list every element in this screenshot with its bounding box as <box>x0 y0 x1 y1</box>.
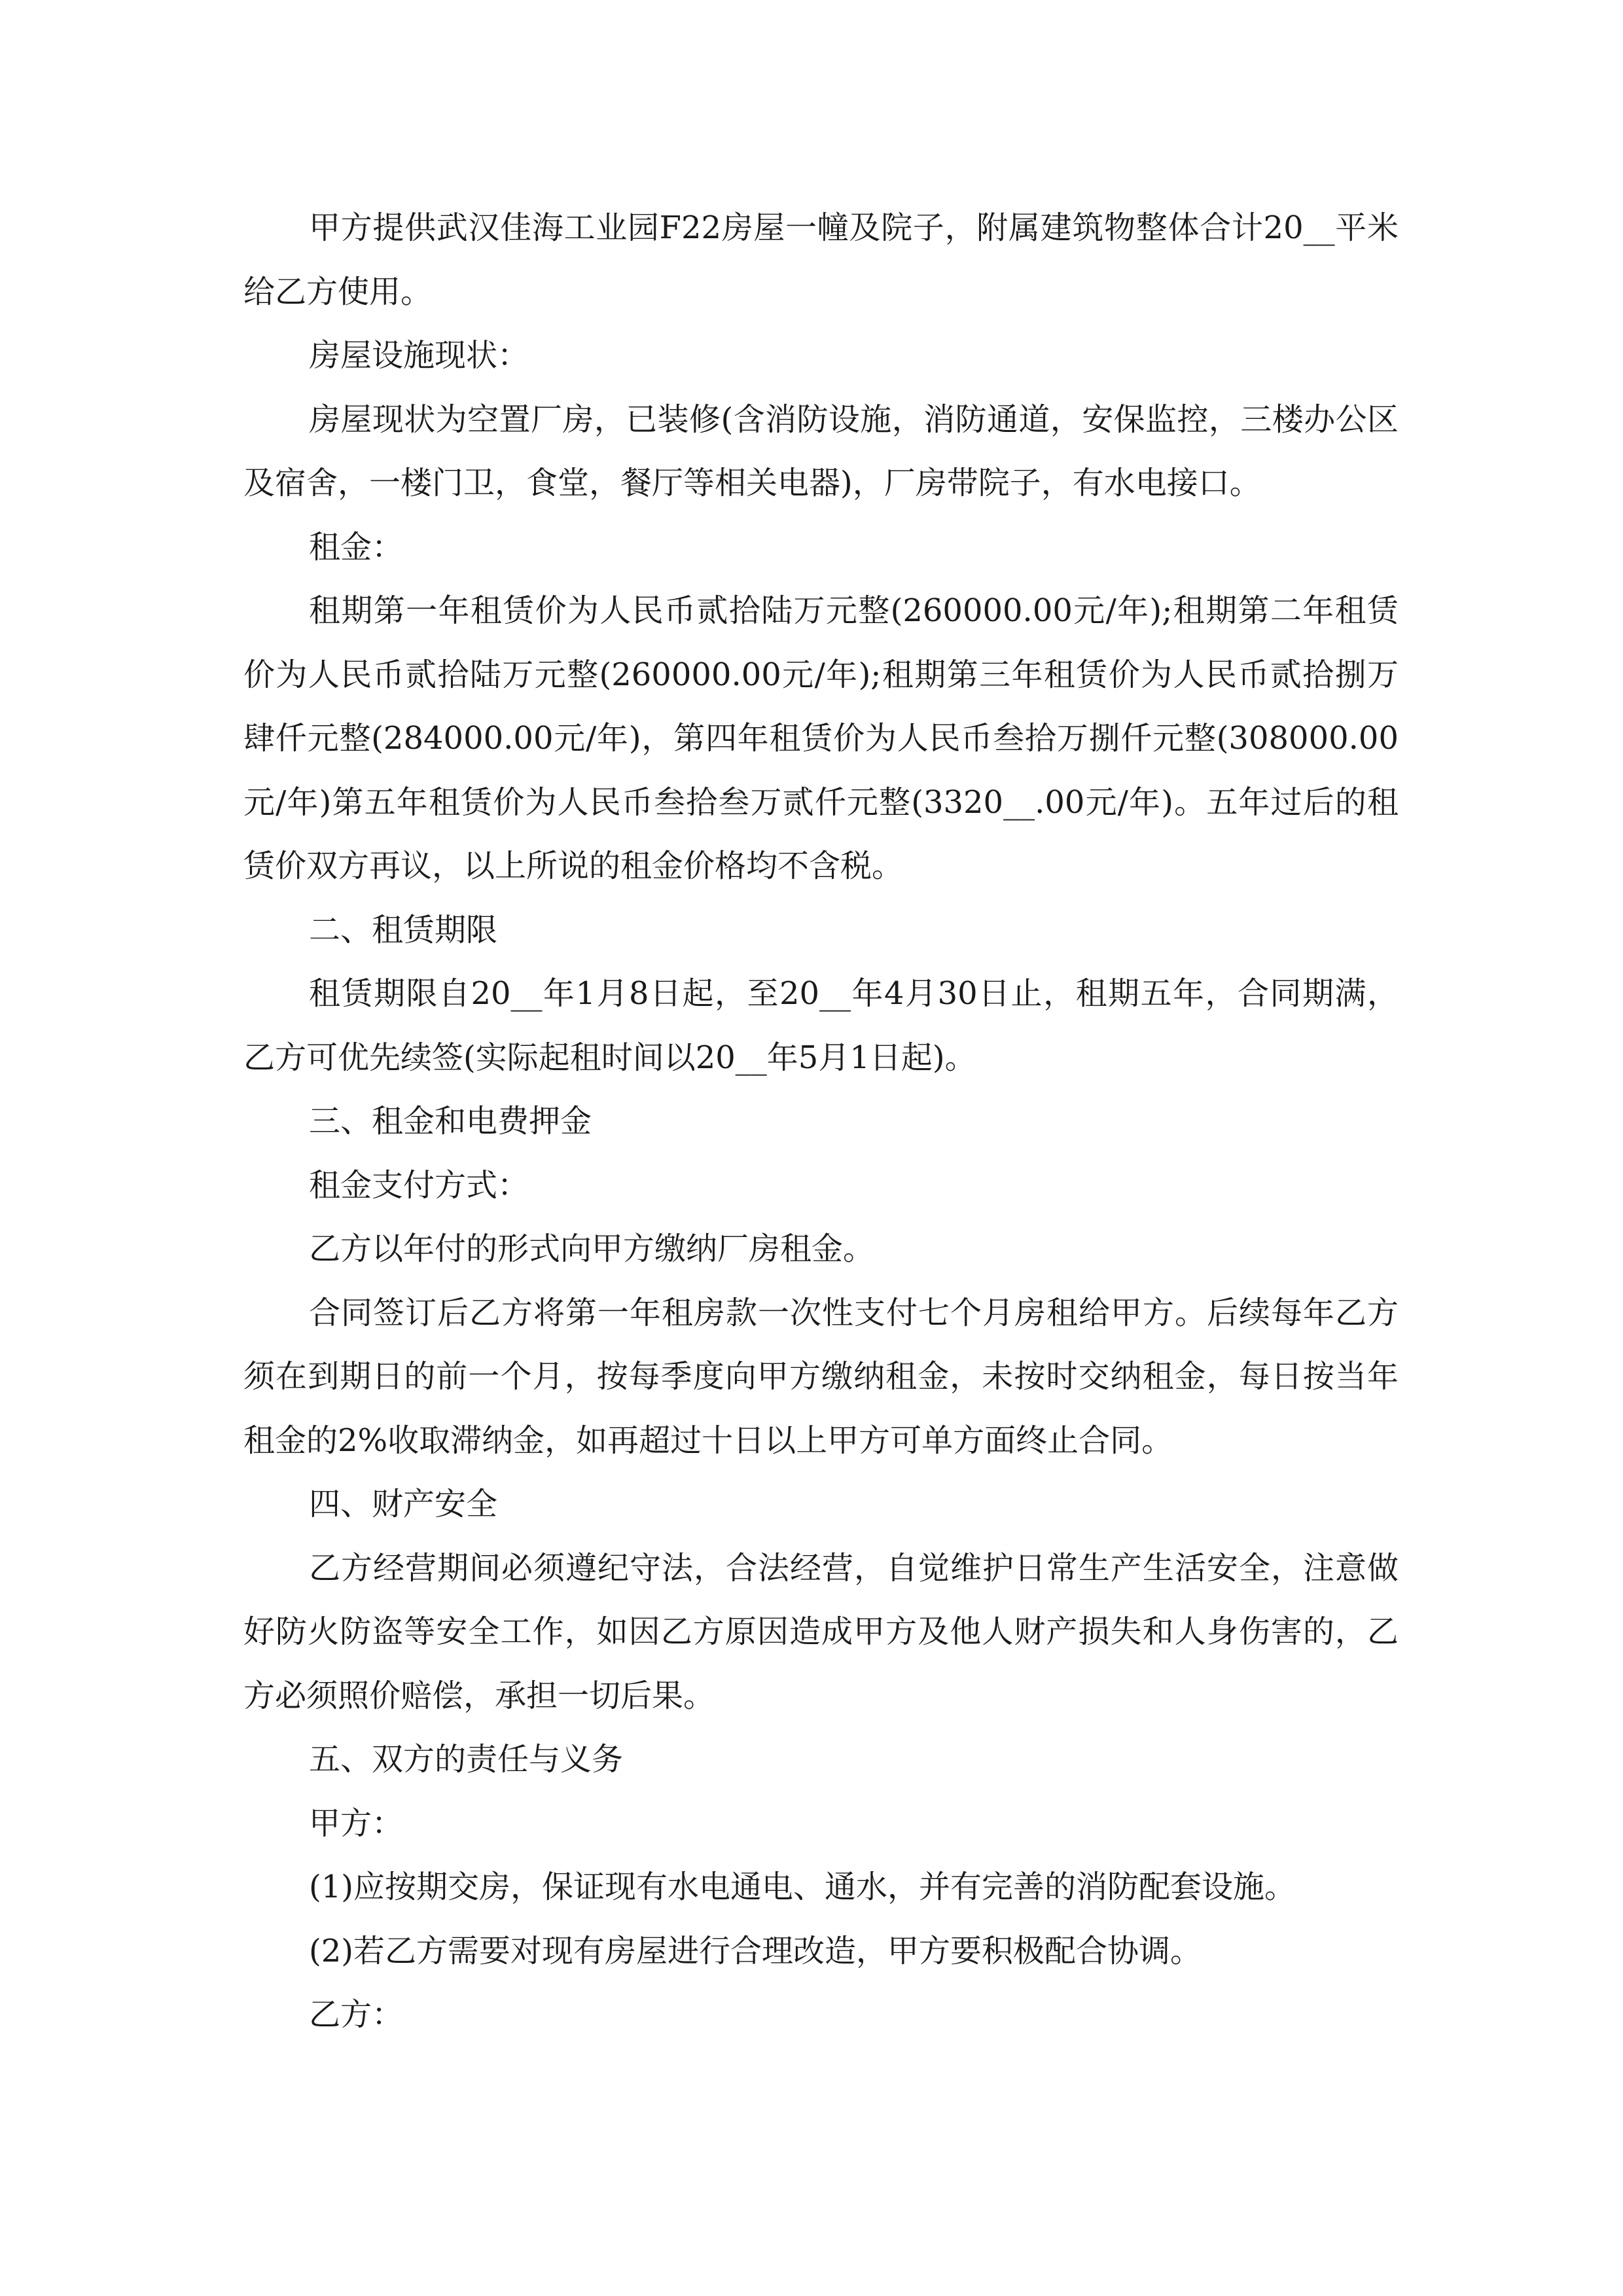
section-heading-lease-term: 二、租赁期限 <box>309 911 498 948</box>
heading-payment-method: 租金支付方式： <box>309 1166 529 1204</box>
paragraph-rent-schedule: 租期第一年租赁价为人民币贰拾陆万元整(260000.00元/年);租期第二年租赁价为人民币贰拾陆万元整(260000.00元/年);租期第三年租赁价为人民币贰拾捌万肆仟元整(284000.00元/年)，第四年租赁价为人民币叁拾万捌仟元整(308000.00元/年)第五年租赁价为人民币叁拾叁万贰仟元整(3320__.00元/年)。五年过后的租赁价双方再议，以上所说的租金价格均不含税。 <box>243 592 1399 884</box>
section-heading-rent-deposit: 三、租金和电费押金 <box>309 1103 592 1139</box>
paragraph-payment-terms: 合同签订后乙方将第一年租房款一次性支付七个月房租给甲方。后续每年乙方须在到期日的前一个月，按每季度向甲方缴纳租金，未按时交纳租金，每日按当年租金的2%收取滞纳金，如再超过十日以上甲方可单方面终止合同。 <box>243 1294 1399 1459</box>
paragraph-lease-term: 租赁期限自20__年1月8日起，至20__年4月30日止，租期五年，合同期满，乙方可优先续签(实际起租时间以20__年5月1日起)。 <box>243 975 1399 1076</box>
heading-facilities-status: 房屋设施现状： <box>309 337 529 374</box>
heading-party-b: 乙方： <box>309 1996 404 2033</box>
paragraph-annual-payment: 乙方以年付的形式向甲方缴纳厂房租金。 <box>309 1230 875 1267</box>
heading-party-a: 甲方： <box>309 1804 404 1842</box>
clause-party-a-1: (1)应按期交房，保证现有水电通电、通水，并有完善的消防配套设施。 <box>309 1869 1296 1905</box>
section-heading-property-safety: 四、财产安全 <box>309 1486 498 1522</box>
document-body <box>243 196 1399 2047</box>
clause-party-a-2: (2)若乙方需要对现有房屋进行合理改造，甲方要积极配合协调。 <box>309 1932 1202 1969</box>
paragraph-property-safety: 乙方经营期间必须遵纪守法，合法经营，自觉维护日常生产生活安全，注意做好防火防盗等安全工作，如因乙方原因造成甲方及他人财产损失和人身伤害的，乙方必须照价赔偿，承担一切后果。 <box>243 1549 1399 1714</box>
heading-rent: 租金： <box>309 528 404 565</box>
section-heading-responsibilities: 五、双方的责任与义务 <box>309 1741 624 1778</box>
paragraph-premises: 甲方提供武汉佳海工业园F22房屋一幢及院子，附属建筑物整体合计20__平米给乙方使用。 <box>243 209 1399 310</box>
paragraph-facilities: 房屋现状为空置厂房，已装修(含消防设施，消防通道，安保监控，三楼办公区及宿舍，一楼门卫，食堂，餐厅等相关电器)，厂房带院子，有水电接口。 <box>243 401 1399 501</box>
